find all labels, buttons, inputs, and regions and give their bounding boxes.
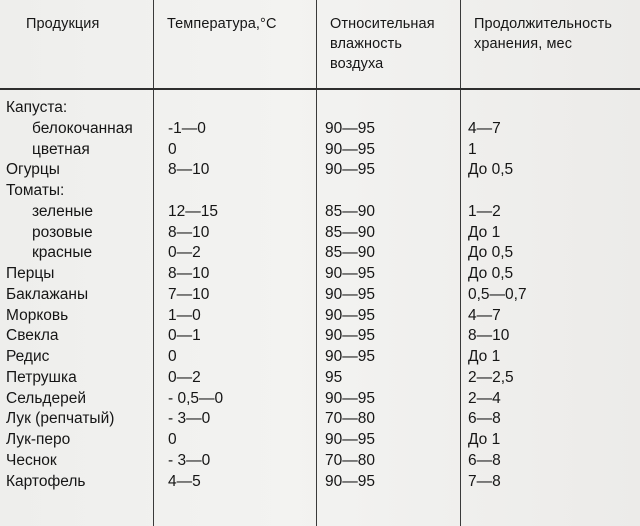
duration-cell: До 0,5 bbox=[468, 161, 514, 179]
product-cell: белокочанная bbox=[32, 119, 133, 137]
temperature-cell: 8—10 bbox=[168, 223, 210, 241]
duration-cell: До 0,5 bbox=[468, 265, 514, 282]
humidity-cell: 85—90 bbox=[325, 223, 375, 241]
table-row bbox=[0, 160, 640, 181]
product-cell: Картофель bbox=[6, 472, 86, 490]
temperature-cell: 0 bbox=[168, 431, 177, 448]
temperature-cell: - 0,5—0 bbox=[168, 389, 224, 407]
product-cell: Перцы bbox=[6, 265, 55, 282]
temperature-cell: 0—2 bbox=[168, 244, 201, 262]
table-body bbox=[0, 98, 640, 492]
duration-cell: 1 bbox=[468, 140, 477, 158]
temperature-cell: 0—2 bbox=[168, 368, 201, 386]
product-cell: цветная bbox=[32, 140, 90, 158]
humidity-cell: 85—90 bbox=[325, 202, 375, 220]
table-row bbox=[0, 140, 640, 161]
duration-cell: До 1 bbox=[468, 348, 501, 365]
temperature-cell: 12—15 bbox=[168, 202, 218, 220]
table-row bbox=[0, 326, 640, 347]
temperature-cell: 0 bbox=[168, 140, 177, 158]
product-cell: Лук-перо bbox=[6, 431, 71, 448]
humidity-cell: 90—95 bbox=[325, 119, 375, 137]
humidity-cell: 90—95 bbox=[325, 389, 375, 407]
duration-cell: 6—8 bbox=[468, 410, 501, 428]
humidity-cell: 90—95 bbox=[325, 161, 375, 179]
table-row bbox=[0, 472, 640, 493]
table-row bbox=[0, 451, 640, 472]
duration-cell: 0,5—0,7 bbox=[468, 285, 527, 303]
product-cell: Петрушка bbox=[6, 368, 77, 386]
humidity-cell: 90—95 bbox=[325, 431, 375, 448]
humidity-cell: 90—95 bbox=[325, 348, 375, 365]
humidity-cell: 90—95 bbox=[325, 472, 375, 490]
duration-cell: До 0,5 bbox=[468, 244, 514, 262]
product-cell: Томаты: bbox=[6, 182, 65, 199]
temperature-cell: 7—10 bbox=[168, 285, 210, 303]
temperature-cell: 1—0 bbox=[168, 306, 201, 324]
duration-cell: 8—10 bbox=[468, 327, 510, 345]
product-cell: Чеснок bbox=[6, 451, 57, 469]
header-duration: Продолжительность хранения, мес bbox=[474, 16, 612, 52]
humidity-cell: 70—80 bbox=[325, 410, 375, 428]
product-cell: Баклажаны bbox=[6, 285, 89, 303]
humidity-cell: 90—95 bbox=[325, 285, 375, 303]
humidity-cell: 95 bbox=[325, 368, 343, 386]
header-temperature: Температура,°С bbox=[167, 16, 277, 32]
duration-cell: 2—2,5 bbox=[468, 368, 514, 386]
product-cell: Морковь bbox=[6, 306, 69, 324]
table-row bbox=[0, 285, 640, 306]
duration-cell: 4—7 bbox=[468, 119, 501, 137]
table-row bbox=[0, 368, 640, 389]
table-row bbox=[0, 223, 640, 244]
duration-cell: 2—4 bbox=[468, 389, 501, 407]
table-row bbox=[0, 264, 640, 285]
table-row bbox=[0, 409, 640, 430]
table-row bbox=[0, 389, 640, 410]
table-row bbox=[0, 430, 640, 451]
table-row bbox=[0, 347, 640, 368]
temperature-cell: 0—1 bbox=[168, 327, 201, 345]
table-row bbox=[0, 181, 640, 202]
table-row bbox=[0, 202, 640, 223]
product-cell: Капуста: bbox=[6, 99, 68, 116]
product-cell: розовые bbox=[32, 223, 93, 241]
duration-cell: До 1 bbox=[468, 223, 501, 241]
product-cell: Огурцы bbox=[6, 161, 60, 179]
humidity-cell: 90—95 bbox=[325, 327, 375, 345]
header-product: Продукция bbox=[26, 16, 100, 32]
temperature-cell: 0 bbox=[168, 348, 177, 365]
temperature-cell: - 3—0 bbox=[168, 410, 211, 428]
table-row bbox=[0, 98, 640, 119]
humidity-cell: 90—95 bbox=[325, 140, 375, 158]
duration-cell: 6—8 bbox=[468, 451, 501, 469]
duration-cell: 4—7 bbox=[468, 306, 501, 324]
product-cell: зеленые bbox=[32, 202, 94, 220]
product-cell: Сельдерей bbox=[6, 389, 86, 407]
duration-cell: 7—8 bbox=[468, 472, 501, 490]
table-row bbox=[0, 243, 640, 264]
header-divider bbox=[0, 88, 640, 90]
table-row bbox=[0, 119, 640, 140]
header-humidity: Относительная влажность воздуха bbox=[330, 16, 435, 72]
product-cell: красные bbox=[32, 244, 93, 262]
product-cell: Лук (репчатый) bbox=[6, 410, 115, 428]
humidity-cell: 85—90 bbox=[325, 244, 375, 262]
temperature-cell: -1—0 bbox=[168, 119, 206, 137]
humidity-cell: 90—95 bbox=[325, 306, 375, 324]
humidity-cell: 90—95 bbox=[325, 265, 375, 282]
table-row bbox=[0, 306, 640, 327]
product-cell: Свекла bbox=[6, 327, 59, 345]
temperature-cell: - 3—0 bbox=[168, 451, 211, 469]
temperature-cell: 8—10 bbox=[168, 161, 210, 179]
humidity-cell: 70—80 bbox=[325, 451, 375, 469]
temperature-cell: 4—5 bbox=[168, 472, 201, 490]
temperature-cell: 8—10 bbox=[168, 265, 210, 282]
product-cell: Редис bbox=[6, 348, 50, 365]
duration-cell: 1—2 bbox=[468, 202, 501, 220]
duration-cell: До 1 bbox=[468, 431, 501, 448]
